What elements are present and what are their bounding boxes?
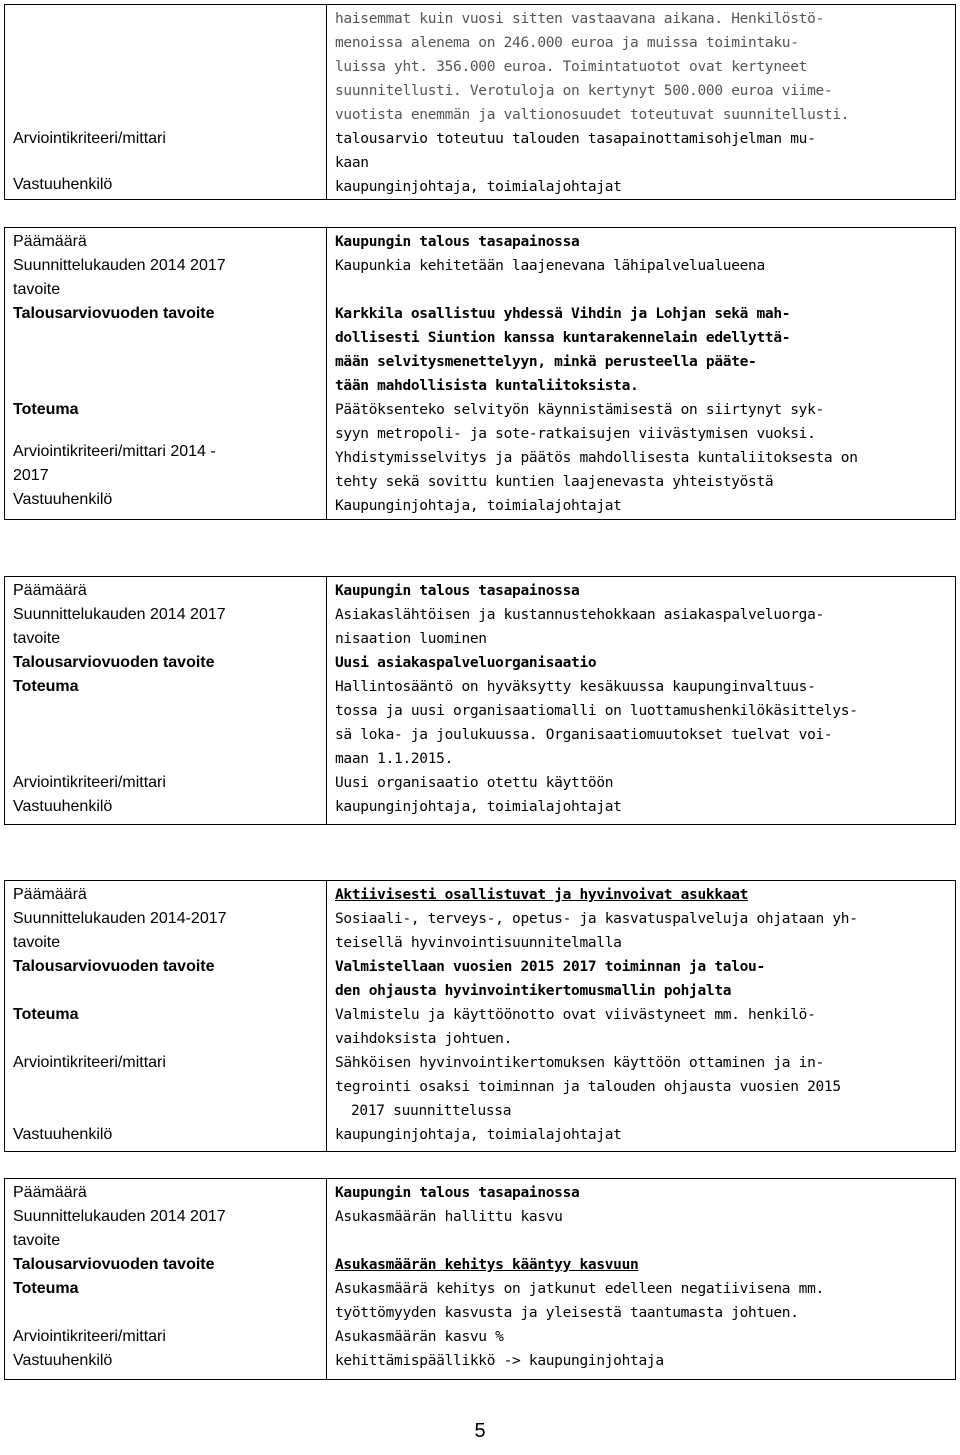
continued-text-line: suunnitellusti. Verotuloja on kertynyt 500.000 euroa viime- bbox=[335, 83, 833, 99]
block-0-content-column bbox=[327, 5, 956, 200]
label-toteuma: Toteuma bbox=[13, 1006, 79, 1023]
planning-target-text: Asukasmäärän hallittu kasvu bbox=[335, 1209, 563, 1225]
criteria-line: tegrointi osaksi toiminnan ja talouden ohjausta vuosien 2015 bbox=[335, 1079, 841, 1095]
budget-target-line: Karkkila osallistuu yhdessä Vihdin ja Lohjan sekä mah- bbox=[335, 306, 791, 322]
label-arviointikriteeri: Arviointikriteeri/mittari bbox=[13, 130, 166, 147]
criteria-text: Asukasmäärän kasvu % bbox=[335, 1329, 504, 1345]
label-tavoite: tavoite bbox=[13, 630, 61, 647]
block-3-label-column bbox=[5, 881, 327, 1152]
outcome-line: maan 1.1.2015. bbox=[335, 751, 454, 767]
budget-target-line: dollisesti Siuntion kanssa kuntarakennelain edellyttä- bbox=[335, 330, 791, 346]
goal-text: Kaupungin talous tasapainossa bbox=[335, 1185, 580, 1201]
responsible-text: Kaupunginjohtaja, toimialajohtajat bbox=[335, 498, 622, 514]
label-arviointikriteeri-year: 2017 bbox=[13, 467, 49, 484]
label-talousarviovuoden-tavoite: Talousarviovuoden tavoite bbox=[13, 958, 215, 975]
budget-target-line: Valmistellaan vuosien 2015 2017 toiminnan ja talou- bbox=[335, 959, 765, 975]
outcome-line: työttömyyden kasvusta ja yleisestä taantumasta johtuen. bbox=[335, 1305, 799, 1321]
block-4-content-column bbox=[327, 1179, 956, 1380]
label-vastuuhenkilo: Vastuuhenkilö bbox=[13, 491, 113, 508]
budget-target-text: Uusi asiakaspalveluorganisaatio bbox=[335, 655, 597, 671]
planning-target-line: Sosiaali-, terveys-, opetus- ja kasvatuspalveluja ohjataan yh- bbox=[335, 911, 858, 927]
label-suunnittelukauden: Suunnittelukauden 2014 2017 bbox=[13, 257, 226, 274]
label-vastuuhenkilo: Vastuuhenkilö bbox=[13, 798, 113, 815]
outcome-line: Päätöksenteko selvityön käynnistämisestä on siirtynyt syk- bbox=[335, 402, 824, 418]
continued-text-line: haisemmat kuin vuosi sitten vastaavana aikana. Henkilöstö- bbox=[335, 11, 824, 27]
block-2-label-column bbox=[5, 577, 327, 825]
label-vastuuhenkilo: Vastuuhenkilö bbox=[13, 176, 113, 193]
block-0-table bbox=[4, 4, 956, 200]
planning-target-line: teisellä hyvinvointisuunnitelmalla bbox=[335, 935, 622, 951]
responsible-text: kaupunginjohtaja, toimialajohtajat bbox=[335, 179, 622, 195]
responsible-text: kaupunginjohtaja, toimialajohtajat bbox=[335, 799, 622, 815]
goal-text: Aktiivisesti osallistuvat ja hyvinvoivat asukkaat bbox=[335, 887, 749, 903]
label-talousarviovuoden-tavoite: Talousarviovuoden tavoite bbox=[13, 305, 215, 322]
label-toteuma: Toteuma bbox=[13, 1280, 79, 1297]
continued-text-line: menoissa alenema on 246.000 euroa ja muissa toimintaku- bbox=[335, 35, 799, 51]
block-1-table bbox=[4, 227, 956, 520]
label-toteuma: Toteuma bbox=[13, 401, 79, 418]
page-number: 5 bbox=[474, 1420, 486, 1442]
criteria-line: Yhdistymisselvitys ja päätös mahdollisesta kuntaliitoksesta on bbox=[335, 450, 858, 466]
planning-target-text: Kaupunkia kehitetään laajenevana lähipalvelualueena bbox=[335, 258, 765, 274]
block-2-content-column bbox=[327, 577, 956, 825]
budget-target-line: den ohjausta hyvinvointikertomusmallin pohjalta bbox=[335, 983, 732, 999]
criteria-text-line: talousarvio toteutuu talouden tasapainottamisohjelman mu- bbox=[335, 131, 816, 147]
planning-target-line: nisaation luominen bbox=[335, 631, 487, 647]
label-tavoite: tavoite bbox=[13, 281, 61, 298]
outcome-line: sä loka- ja joulukuussa. Organisaatiomuutokset tuelvat voi- bbox=[335, 727, 833, 743]
planning-target-line: Asiakaslähtöisen ja kustannustehokkaan asiakaspalveluorga- bbox=[335, 607, 824, 623]
block-4-label-column bbox=[5, 1179, 327, 1380]
responsible-text: kaupunginjohtaja, toimialajohtajat bbox=[335, 1127, 622, 1143]
label-tavoite: tavoite bbox=[13, 1232, 61, 1249]
label-paamaara: Päämäärä bbox=[13, 886, 87, 903]
criteria-text-line: kaan bbox=[335, 155, 369, 171]
label-toteuma: Toteuma bbox=[13, 678, 79, 695]
label-arviointikriteeri: Arviointikriteeri/mittari bbox=[13, 1054, 166, 1071]
block-1-label-column bbox=[5, 228, 327, 520]
outcome-line: syyn metropoli- ja sote-ratkaisujen viivästymisen vuoksi. bbox=[335, 426, 816, 442]
label-arviointikriteeri: Arviointikriteeri/mittari bbox=[13, 774, 166, 791]
block-1-content-column bbox=[327, 228, 956, 520]
criteria-line: tehty sekä sovittu kuntien laajenevasta yhteistyöstä bbox=[335, 474, 774, 490]
label-paamaara: Päämäärä bbox=[13, 1184, 87, 1201]
goal-text: Kaupungin talous tasapainossa bbox=[335, 583, 580, 599]
block-3-content-column bbox=[327, 881, 956, 1152]
continued-text-line: vuotista enemmän ja valtionosuudet toteutuvat suunnitellusti. bbox=[335, 107, 850, 123]
block-0-label-column bbox=[5, 5, 327, 200]
criteria-line: Sähköisen hyvinvointikertomuksen käyttöön ottaminen ja in- bbox=[335, 1055, 824, 1071]
block-4-table bbox=[4, 1178, 956, 1380]
outcome-line: Valmistelu ja käyttöönotto ovat viivästyneet mm. henkilö- bbox=[335, 1007, 816, 1023]
label-talousarviovuoden-tavoite: Talousarviovuoden tavoite bbox=[13, 1256, 215, 1273]
block-3-table bbox=[4, 880, 956, 1152]
outcome-line: Asukasmäärä kehitys on jatkunut edelleen negatiivisena mm. bbox=[335, 1281, 824, 1297]
criteria-text: Uusi organisaatio otettu käyttöön bbox=[335, 775, 614, 791]
label-paamaara: Päämäärä bbox=[13, 233, 87, 250]
label-suunnittelukauden: Suunnittelukauden 2014 2017 bbox=[13, 1208, 226, 1225]
goal-text: Kaupungin talous tasapainossa bbox=[335, 234, 580, 250]
budget-target-text: Asukasmäärän kehitys kääntyy kasvuun bbox=[335, 1257, 639, 1273]
label-arviointikriteeri: Arviointikriteeri/mittari 2014 - bbox=[13, 443, 216, 460]
block-2-table bbox=[4, 576, 956, 825]
outcome-line: Hallintosääntö on hyväksytty kesäkuussa kaupunginvaltuus- bbox=[335, 679, 816, 695]
responsible-text: kehittämispäällikkö -> kaupunginjohtaja bbox=[335, 1353, 664, 1369]
label-paamaara: Päämäärä bbox=[13, 582, 87, 599]
continued-text-line: luissa yht. 356.000 euroa. Toimintatuotot ovat kertyneet bbox=[335, 59, 808, 75]
outcome-line: tossa ja uusi organisaatiomalli on luottamushenkilökäsittelys- bbox=[335, 703, 858, 719]
label-arviointikriteeri: Arviointikriteeri/mittari bbox=[13, 1328, 166, 1345]
label-talousarviovuoden-tavoite: Talousarviovuoden tavoite bbox=[13, 654, 215, 671]
budget-target-line: mään selvitysmenettelyyn, minkä perusteella pääte- bbox=[335, 354, 757, 370]
outcome-line: vaihdoksista johtuen. bbox=[335, 1031, 513, 1047]
label-suunnittelukauden: Suunnittelukauden 2014 2017 bbox=[13, 606, 226, 623]
label-suunnittelukauden: Suunnittelukauden 2014-2017 bbox=[13, 910, 227, 927]
criteria-line: 2017 suunnittelussa bbox=[351, 1103, 512, 1119]
label-vastuuhenkilo: Vastuuhenkilö bbox=[13, 1126, 113, 1143]
budget-target-line: tään mahdollisista kuntaliitoksista. bbox=[335, 378, 639, 394]
label-tavoite: tavoite bbox=[13, 934, 61, 951]
label-vastuuhenkilo: Vastuuhenkilö bbox=[13, 1352, 113, 1369]
